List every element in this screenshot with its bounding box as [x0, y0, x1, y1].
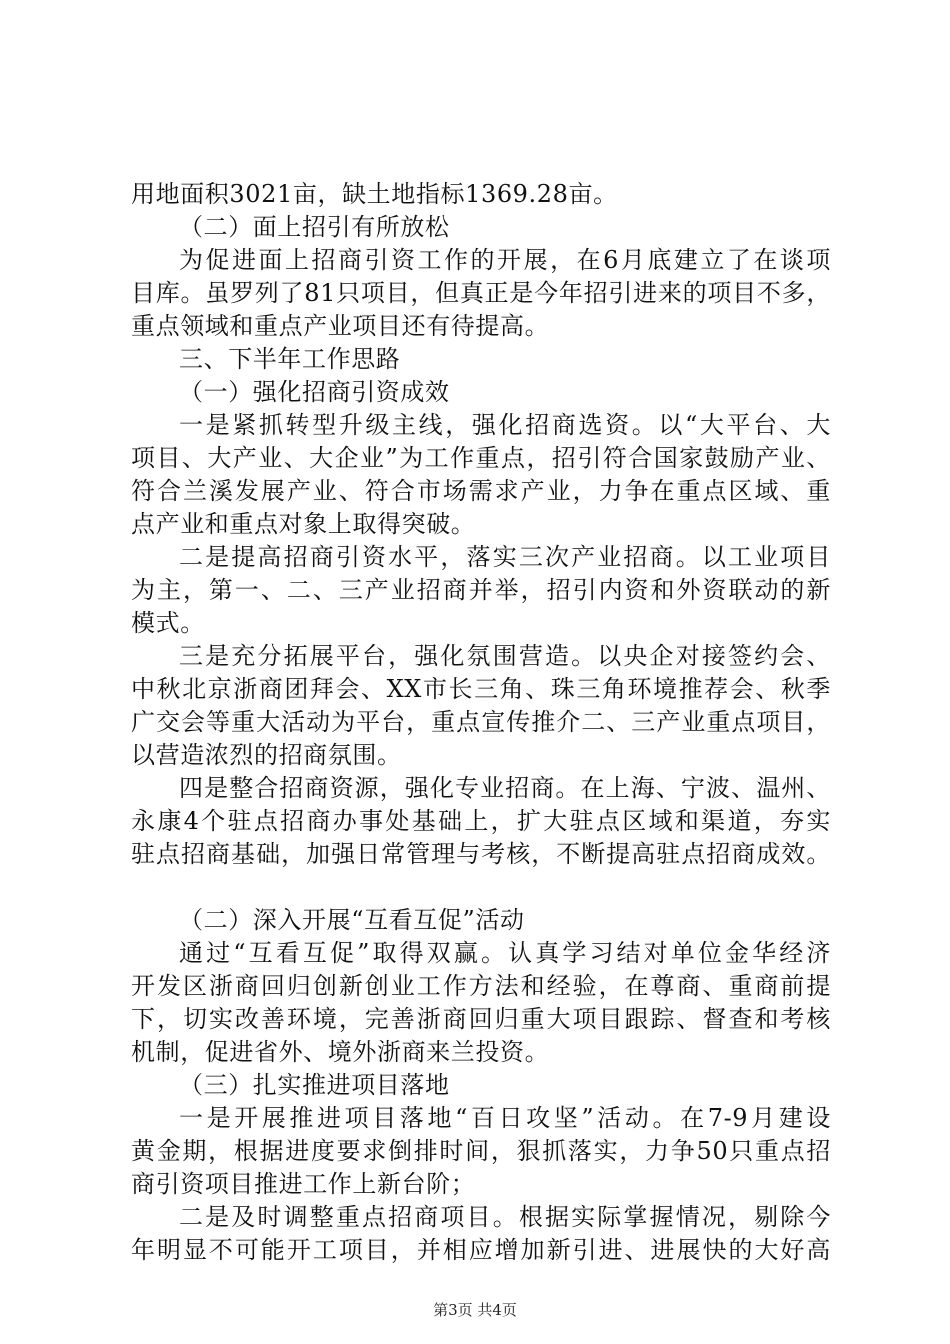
text-line: 永康4个驻点招商办事处基础上，扩大驻点区域和渠道，夯实: [131, 807, 831, 835]
section-heading: （三）扎实推进项目落地: [179, 1071, 450, 1099]
text-line: 项目、大产业、大企业”为工作重点，招引符合国家鼓励产业、: [131, 444, 831, 472]
text-line: 开发区浙商回归创新创业工作方法和经验，在尊商、重商前提: [131, 972, 831, 1000]
text-line: 机制，促进省外、境外浙商来兰投资。: [131, 1038, 550, 1066]
text-line: 为主，第一、二、三产业招商并举，招引内资和外资联动的新: [131, 576, 831, 604]
text-line: 商引资项目推进工作上新台阶；: [131, 1170, 476, 1198]
text-line: 下，切实改善环境，完善浙商回归重大项目跟踪、督查和考核: [131, 1005, 831, 1033]
text-line: 驻点招商基础，加强日常管理与考核，不断提高驻点招商成效。: [131, 840, 831, 868]
section-heading: （一）强化招商引资成效: [179, 378, 450, 406]
text-line: 为促进面上招商引资工作的开展，在6月底建立了在谈项: [179, 246, 831, 274]
section-heading: 三、下半年工作思路: [179, 345, 401, 373]
text-line: 黄金期，根据进度要求倒排时间，狠抓落实，力争50只重点招: [131, 1137, 831, 1165]
text-line: 二是及时调整重点招商项目。根据实际掌握情况，剔除今: [179, 1203, 831, 1231]
text-line: 目库。虽罗列了81只项目，但真正是今年招引进来的项目不多，: [131, 279, 831, 307]
text-line: 广交会等重大活动为平台，重点宣传推介二、三产业重点项目，: [131, 708, 831, 736]
text-line: 点产业和重点对象上取得突破。: [131, 510, 476, 538]
text-line: 二是提高招商引资水平，落实三次产业招商。以工业项目: [179, 543, 831, 571]
text-line: 年明显不可能开工项目，并相应增加新引进、进展快的大好高: [131, 1236, 831, 1264]
section-heading: （二）面上招引有所放松: [179, 213, 450, 241]
text-line: 重点领域和重点产业项目还有待提高。: [131, 312, 550, 340]
text-line: 用地面积3021亩，缺土地指标1369.28亩。: [131, 180, 618, 208]
text-line: 通过“互看互促”取得双赢。认真学习结对单位金华经济: [179, 939, 831, 967]
text-line: 一是开展推进项目落地“百日攻坚”活动。在7-9月建设: [179, 1104, 831, 1132]
text-line: 四是整合招商资源，强化专业招商。在上海、宁波、温州、: [179, 774, 831, 802]
section-heading: （二）深入开展“互看互促”活动: [179, 906, 525, 934]
text-line: 中秋北京浙商团拜会、XX市长三角、珠三角环境推荐会、秋季: [131, 675, 831, 703]
page-footer: 第3页 共4页: [433, 1301, 517, 1319]
text-line: 以营造浓烈的招商氛围。: [131, 741, 402, 769]
text-line: 三是充分拓展平台，强化氛围营造。以央企对接签约会、: [179, 642, 831, 670]
text-line: 符合兰溪发展产业、符合市场需求产业，力争在重点区域、重: [131, 477, 831, 505]
text-line: 一是紧抓转型升级主线，强化招商选资。以“大平台、大: [179, 411, 831, 439]
text-line: 模式。: [131, 609, 205, 637]
